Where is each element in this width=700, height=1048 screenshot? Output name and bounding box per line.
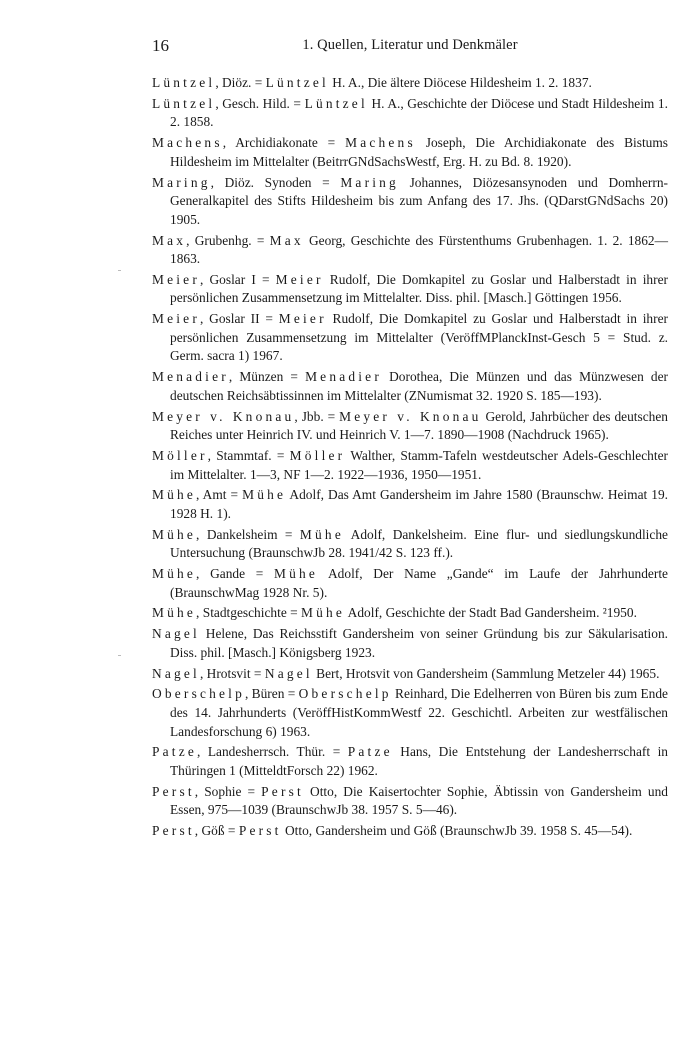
bibliography-entry xyxy=(152,447,668,484)
entry-key: Mühe xyxy=(152,487,197,503)
entry-key: Mühe xyxy=(152,526,197,542)
entry-citation: Joseph, Die Archidiakonate des Bistums Hildesheim im Mittelalter (BeitrrGNdSachsWestf, Erg. H. zu Bd. 8. 1920). xyxy=(170,135,668,169)
entry-author: Maring xyxy=(340,174,399,190)
bibliography-entry xyxy=(152,408,668,445)
entry-citation: Helene, Das Reichsstift Gandersheim von seiner Gründung bis zur Säkularisation. Diss. phil. [Masch.] Königsberg 1923. xyxy=(170,626,668,660)
entry-author: Mühe xyxy=(242,487,287,503)
entry-author: Mühe xyxy=(299,526,344,542)
entry-short-title: , Goslar II = xyxy=(199,311,279,327)
entry-citation: Rudolf, Die Domkapitel zu Goslar und Halberstadt in ihrer persönlichen Zusammensetzung im Mittelalter. Diss. phil. [Masch.] Göttingen 1956. xyxy=(170,271,668,306)
margin-mark xyxy=(118,270,121,271)
entry-short-title: , Amt = xyxy=(196,487,243,503)
bibliography-entry xyxy=(152,685,668,741)
entry-citation: Adolf, Geschichte der Stadt Bad Gandersheim. ²1950. xyxy=(345,605,637,621)
entry-key: Mühe xyxy=(152,605,197,621)
entry-citation: Hans, Die Entstehung der Landesherrschaft in Thüringen 1 (MitteldtForsch 22) 1962. xyxy=(170,744,668,778)
entry-author: Lüntzel xyxy=(265,75,329,90)
entry-short-title: , Grubenhg. = xyxy=(186,232,270,248)
bibliography-entry xyxy=(152,822,668,841)
entry-short-title: , Büren = xyxy=(244,686,299,702)
entry-key: Lüntzel xyxy=(152,95,216,111)
bibliography-entry xyxy=(152,604,668,623)
entry-short-title: , Hrotsvit = xyxy=(199,665,265,681)
entry-author: Mühe xyxy=(301,605,346,621)
entry-key: Perst xyxy=(152,823,195,839)
running-title: 1. Quellen, Literatur und Denkmäler xyxy=(302,37,518,53)
entry-short-title: , Diöz. Synoden = xyxy=(210,174,341,190)
entry-author: Meier xyxy=(275,271,324,287)
bibliography-entry xyxy=(152,271,668,308)
bibliography-list xyxy=(152,74,668,843)
bibliography-entry xyxy=(152,232,668,269)
entry-citation: Rudolf, Die Domkapitel zu Goslar und Halberstadt in ihrer persönlichen Zusammensetzung im Mittelalter (VeröffMPlanckInst-Gesch 5 = Stud. z. Germ. sacra 1) 1967. xyxy=(170,311,668,364)
entry-citation: Georg, Geschichte des Fürstenthums Grubenhagen. 1. 2. 1862—1863. xyxy=(170,232,668,267)
entry-citation: Gerold, Jahrbücher des deutschen Reiches unter Heinrich IV. und Heinrich V. 1—7. 1890—1908 (Nachdruck 1965). xyxy=(170,408,669,443)
bibliography-entry xyxy=(152,368,668,405)
entry-author: Patze xyxy=(347,744,393,760)
entry-citation: Otto, Gandersheim und Göß (BraunschwJb 39. 1958 S. 45—54). xyxy=(281,823,633,839)
entry-citation: Otto, Die Kaisertochter Sophie, Äbtissin von Gandersheim und Essen, 975—1039 (BraunschwJb 38. 1957 S. 5—46). xyxy=(170,783,668,818)
margin-mark xyxy=(118,655,121,656)
entry-short-title: , Münzen = xyxy=(228,369,306,385)
entry-key: Nagel xyxy=(152,665,200,681)
entry-key: Patze xyxy=(152,744,197,760)
bibliography-entry xyxy=(152,565,668,602)
bibliography-entry xyxy=(152,174,668,230)
entry-citation: Reinhard, Die Edelherren von Büren bis zum Ende des 14. Jahrhunderts (VeröffHistKommWestf 22. Geschichtl. Arbeiten zur westfälischen Landesforschung 6) 1963. xyxy=(170,686,668,739)
entry-author: Oberschelp xyxy=(298,686,392,702)
bibliography-entry xyxy=(152,625,668,662)
entry-author: Mühe xyxy=(274,566,319,582)
entry-citation: H. A., Geschichte der Diöcese und Stadt Hildesheim 1. 2. 1858. xyxy=(170,95,668,130)
entry-key: Meyer v. Knonau xyxy=(152,408,295,424)
entry-short-title: , Gesch. Hild. = xyxy=(215,95,305,111)
entry-author: Perst xyxy=(261,783,304,799)
entry-key: Max xyxy=(152,232,187,248)
entry-citation: Dorothea, Die Münzen und das Münzwesen der deutschen Reichsäbtissinnen im Mittelalter (ZNumismat 32. 1920 S. 185—193). xyxy=(170,369,668,403)
entry-key: Lüntzel xyxy=(152,75,216,90)
entry-key: Nagel xyxy=(152,626,200,642)
entry-citation: Bert, Hrotsvit von Gandersheim (Sammlung Metzeler 44) 1965. xyxy=(312,665,660,681)
entry-key: Mühe xyxy=(152,566,197,582)
bibliography-entry xyxy=(152,95,668,132)
entry-short-title: , Stammtaf. = xyxy=(207,447,290,463)
entry-author: Meyer v. Knonau xyxy=(339,408,482,424)
entry-citation: H. A., Die ältere Diöcese Hildesheim 1. 2. 1837. xyxy=(328,75,592,90)
entry-citation: Johannes, Diözesansynoden und Domherrn-Generalkapitel des Stifts Hildesheim bis zum Anfang des 17. Jhs. (QDarstGNdSachs 20) 1905. xyxy=(170,174,668,227)
entry-short-title: , Stadtgeschichte = xyxy=(196,605,302,621)
entry-key: Meier xyxy=(152,311,200,327)
bibliography-entry xyxy=(152,134,668,171)
entry-author: Lüntzel xyxy=(304,95,368,111)
entry-citation: Adolf, Das Amt Gandersheim im Jahre 1580 (Braunschw. Heimat 19. 1928 H. 1). xyxy=(170,487,668,521)
bibliography-entry xyxy=(152,743,668,780)
entry-author: Nagel xyxy=(264,665,313,681)
entry-short-title: , Jbb. = xyxy=(294,408,340,424)
entry-author: Möller xyxy=(289,447,346,463)
entry-short-title: , Gande = xyxy=(196,566,274,582)
entry-citation: Walther, Stamm-Tafeln westdeutscher Adels-Geschlechter im Mittelalter. 1—3, NF 1—2. 1922—1936, 1950—1951. xyxy=(170,447,668,482)
bibliography-entry xyxy=(152,665,668,684)
entry-citation: Adolf, Der Name „Gande“ im Laufe der Jahrhunderte (BraunschwMag 1928 Nr. 5). xyxy=(170,566,668,600)
entry-key: Perst xyxy=(152,783,195,799)
entry-key: Maring xyxy=(152,174,211,190)
running-header xyxy=(152,36,668,56)
bibliography-entry xyxy=(152,74,668,93)
entry-short-title: , Landesherrsch. Thür. = xyxy=(197,744,348,760)
entry-key: Menadier xyxy=(152,369,229,385)
entry-author: Max xyxy=(269,232,304,248)
entry-citation: Adolf, Dankelsheim. Eine flur- und siedlungskundliche Untersuchung (BraunschwJb 28. 1941/42 S. 123 ff.). xyxy=(170,526,668,561)
bibliography-entry xyxy=(152,310,668,366)
bibliography-entry xyxy=(152,783,668,820)
page-number: 16 xyxy=(152,36,169,55)
entry-short-title: , Archidiakonate = xyxy=(222,135,346,151)
entry-short-title: , Göß = xyxy=(194,823,239,839)
entry-short-title: , Goslar I = xyxy=(199,271,276,287)
bibliography-entry xyxy=(152,526,668,563)
entry-key: Oberschelp xyxy=(152,686,245,702)
entry-short-title: , Dankelsheim = xyxy=(196,526,300,542)
entry-short-title: , Diöz. = xyxy=(215,75,266,90)
entry-short-title: , Sophie = xyxy=(194,783,262,799)
entry-author: Machens xyxy=(345,135,416,151)
entry-author: Menadier xyxy=(305,369,382,385)
entry-key: Möller xyxy=(152,447,208,463)
entry-key: Meier xyxy=(152,271,200,287)
bibliography-entry xyxy=(152,486,668,523)
entry-author: Perst xyxy=(238,823,282,839)
entry-author: Meier xyxy=(278,311,327,327)
entry-key: Machens xyxy=(152,135,223,151)
